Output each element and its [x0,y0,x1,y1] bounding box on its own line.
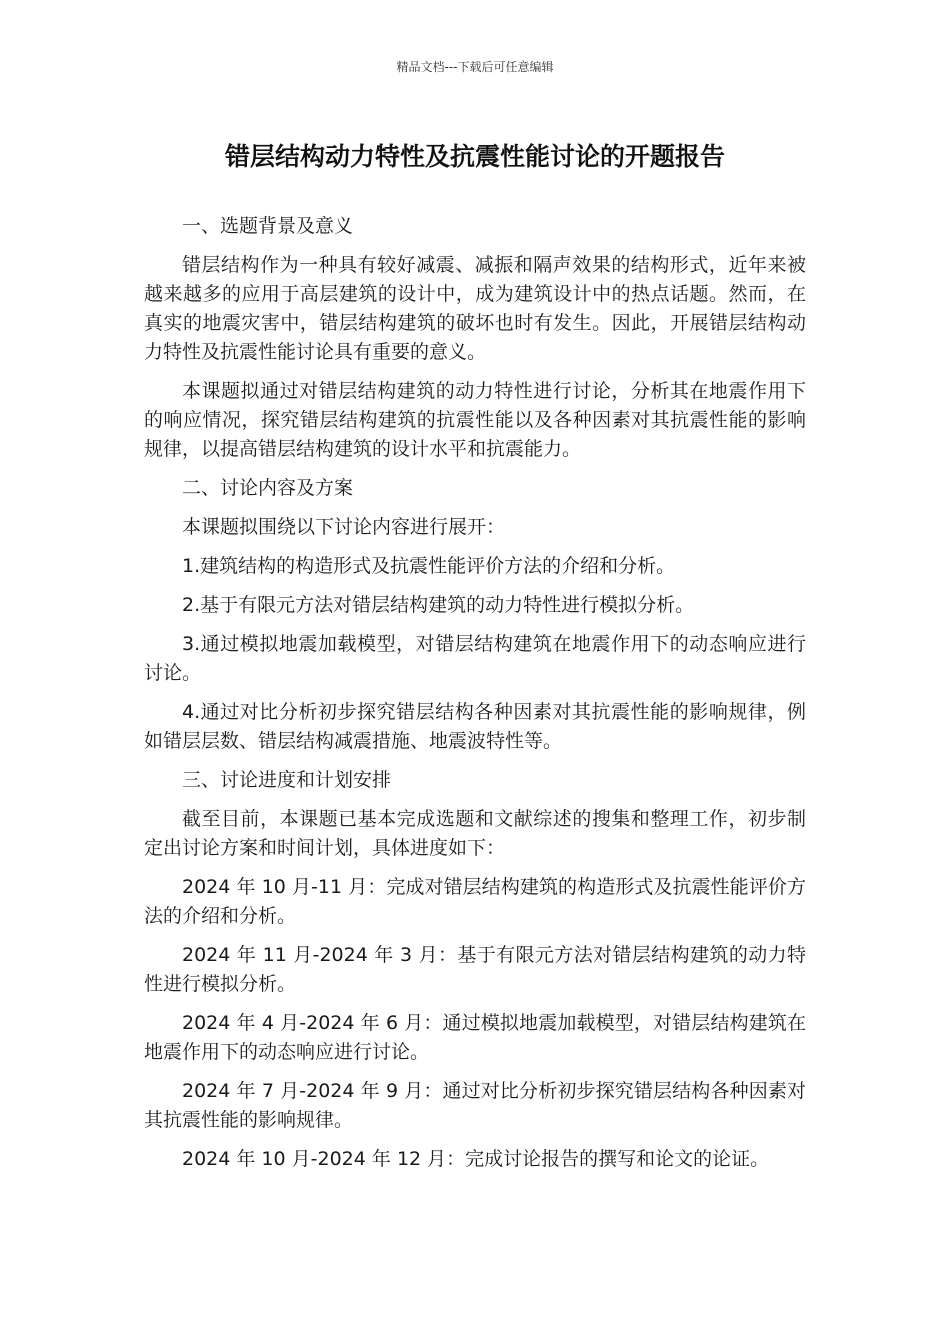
list-item-content-3: 3.通过模拟地震加载模型，对错层结构建筑在地震作用下的动态响应进行讨论。 [144,633,806,684]
paragraph-content-intro: 本课题拟围绕以下讨论内容进行展开： [182,516,506,538]
page-header: 精品文档---下载后可任意编辑 [396,60,554,74]
document-title: 错层结构动力特性及抗震性能讨论的开题报告 [224,142,725,171]
schedule-item-2: 2024 年 11 月-2024 年 3 月：基于有限元方法对错层结构建筑的动力特性进行模拟分析。 [144,944,806,995]
schedule-item-4: 2024 年 7 月-2024 年 9 月：通过对比分析初步探究错层结构各种因素对其抗震性能的影响规律。 [144,1080,806,1131]
list-item-content-1: 1.建筑结构的构造形式及抗震性能评价方法的介绍和分析。 [182,555,676,577]
schedule-item-1: 2024 年 10 月-11 月：完成对错层结构建筑的构造形式及抗震性能评价方法的介绍和分析。 [144,876,806,927]
section-heading-schedule: 三、讨论进度和计划安排 [182,769,392,791]
paragraph-objective: 本课题拟通过对错层结构建筑的动力特性进行讨论，分析其在地震作用下的响应情况，探究错层结构建筑的抗震性能以及各种因素对其抗震性能的影响规律，以提高错层结构建筑的设计水平和抗震能力。 [144,380,806,460]
schedule-item-3: 2024 年 4 月-2024 年 6 月：通过模拟地震加载模型，对错层结构建筑在地震作用下的动态响应进行讨论。 [144,1012,806,1063]
paragraph-background: 错层结构作为一种具有较好减震、减振和隔声效果的结构形式，近年来被越来越多的应用于高层建筑的设计中，成为建筑设计中的热点话题。然而，在真实的地震灾害中，错层结构建筑的破坏也时有发生。因此，开展错层结构动力特性及抗震性能讨论具有重要的意义。 [144,254,806,363]
section-heading-content: 二、讨论内容及方案 [182,477,354,499]
list-item-content-4: 4.通过对比分析初步探究错层结构各种因素对其抗震性能的影响规律，例如错层层数、错层结构减震措施、地震波特性等。 [144,701,806,752]
section-heading-background: 一、选题背景及意义 [182,215,354,237]
list-item-content-2: 2.基于有限元方法对错层结构建筑的动力特性进行模拟分析。 [182,594,695,616]
paragraph-schedule-intro: 截至目前，本课题已基本完成选题和文献综述的搜集和整理工作，初步制定出讨论方案和时间计划，具体进度如下： [144,808,806,859]
schedule-item-5: 2024 年 10 月-2024 年 12 月：完成讨论报告的撰写和论文的论证。 [182,1148,770,1170]
document-body [144,212,806,1184]
